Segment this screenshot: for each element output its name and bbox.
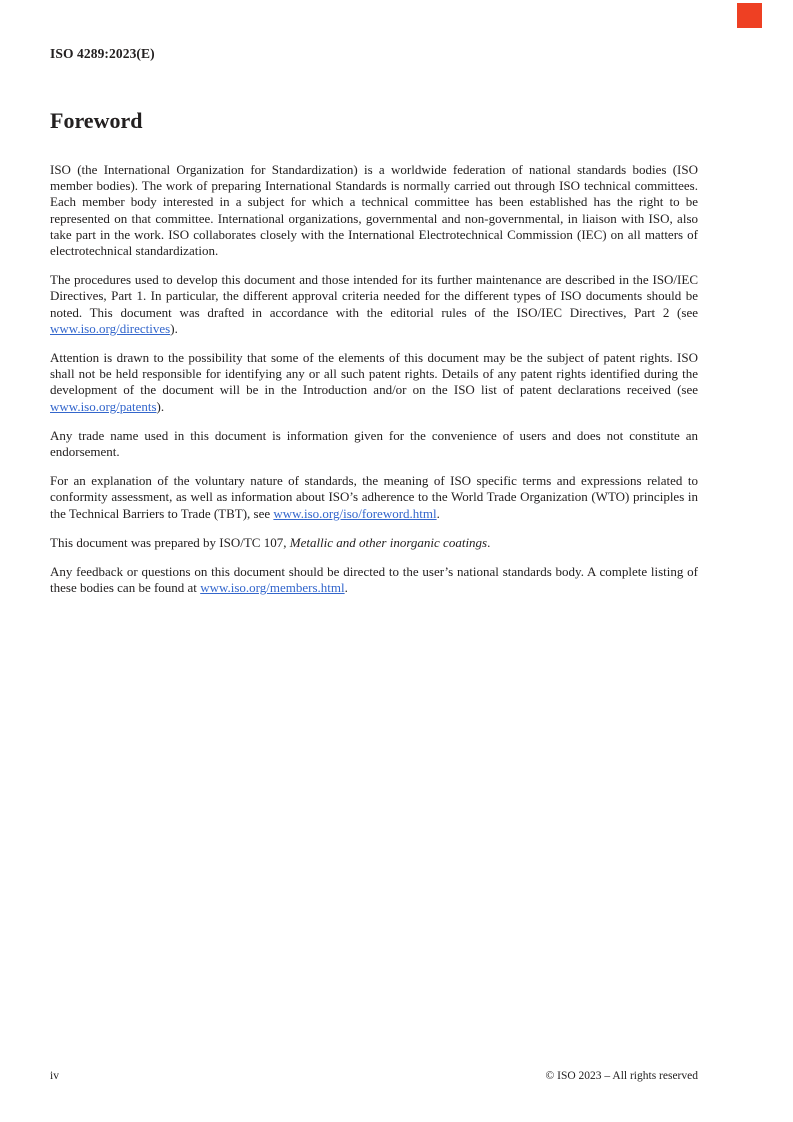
paragraph: [50, 473, 698, 522]
paragraph: [50, 162, 698, 259]
page-footer: [50, 1070, 698, 1082]
red-marker-square: [737, 3, 762, 28]
page-content: [50, 0, 698, 609]
foreword-paragraphs: [50, 162, 698, 596]
document-number: ISO 4289:2023(E): [50, 46, 155, 61]
paragraph: [50, 350, 698, 415]
text-run: For an explanation of the voluntary nature of standards, the meaning of ISO specific terms and expressions related to conformity assessment, as well as information about ISO’s adherence to the World Trade Organization (WTO) principles in the Technical Barriers to Trade (TBT), see: [50, 473, 698, 521]
paragraph: [50, 535, 698, 551]
hyperlink[interactable]: www.iso.org/members.html: [200, 580, 345, 596]
text-run: ISO (the International Organization for Standardization) is a worldwide federation of national standards bodies (ISO member bodies). The work of preparing International Standards is normally carried out through ISO technical committees. Each member body interested in a subject for which a technical committee has been established has the right to be represented on that committee. International organizations, governmental and non-governmental, in liaison with ISO, also take part in the work. ISO collaborates closely with the International Electrotechnical Commission (IEC) on all matters of electrotechnical standardization.: [50, 162, 698, 259]
copyright-notice: © ISO 2023 – All rights reserved: [545, 1070, 698, 1082]
hyperlink[interactable]: www.iso.org/directives: [50, 320, 171, 336]
page-number: iv: [50, 1070, 59, 1082]
paragraph: [50, 428, 698, 460]
text-run: Any feedback or questions on this document should be directed to the user’s national standards body. A complete listing of these bodies can be found at: [50, 564, 698, 596]
text-run: .: [487, 534, 491, 550]
hyperlink[interactable]: www.iso.org/patents: [50, 398, 157, 414]
hyperlink[interactable]: www.iso.org/iso/foreword.html: [273, 505, 437, 521]
paragraph: [50, 272, 698, 337]
text-run: .: [344, 580, 348, 596]
text-run: Attention is drawn to the possibility that some of the elements of this document may be the subject of patent rights. ISO shall not be held responsible for identifying any or all such patent rights. Details of any patent rights identified during the development of the document will be in the Introduction and/or on the ISO list of patent declarations received (see: [50, 350, 698, 398]
text-run: The procedures used to develop this document and those intended for its further maintenance are described in the ISO/IEC Directives, Part 1. In particular, the different approval criteria needed for the different types of ISO documents should be noted. This document was drafted in accordance with the editorial rules of the ISO/IEC Directives, Part 2 (see: [50, 272, 698, 320]
paragraph: [50, 564, 698, 596]
text-run: .: [436, 505, 440, 521]
text-run: Any trade name used in this document is information given for the convenience of users and does not constitute an endorsement.: [50, 427, 698, 460]
text-run: ).: [156, 398, 165, 414]
text-run: This document was prepared by ISO/TC 107,: [50, 534, 290, 550]
page-title: Foreword: [50, 108, 143, 133]
italic-text: Metallic and other inorganic coatings: [289, 534, 488, 550]
text-run: ).: [170, 320, 178, 336]
